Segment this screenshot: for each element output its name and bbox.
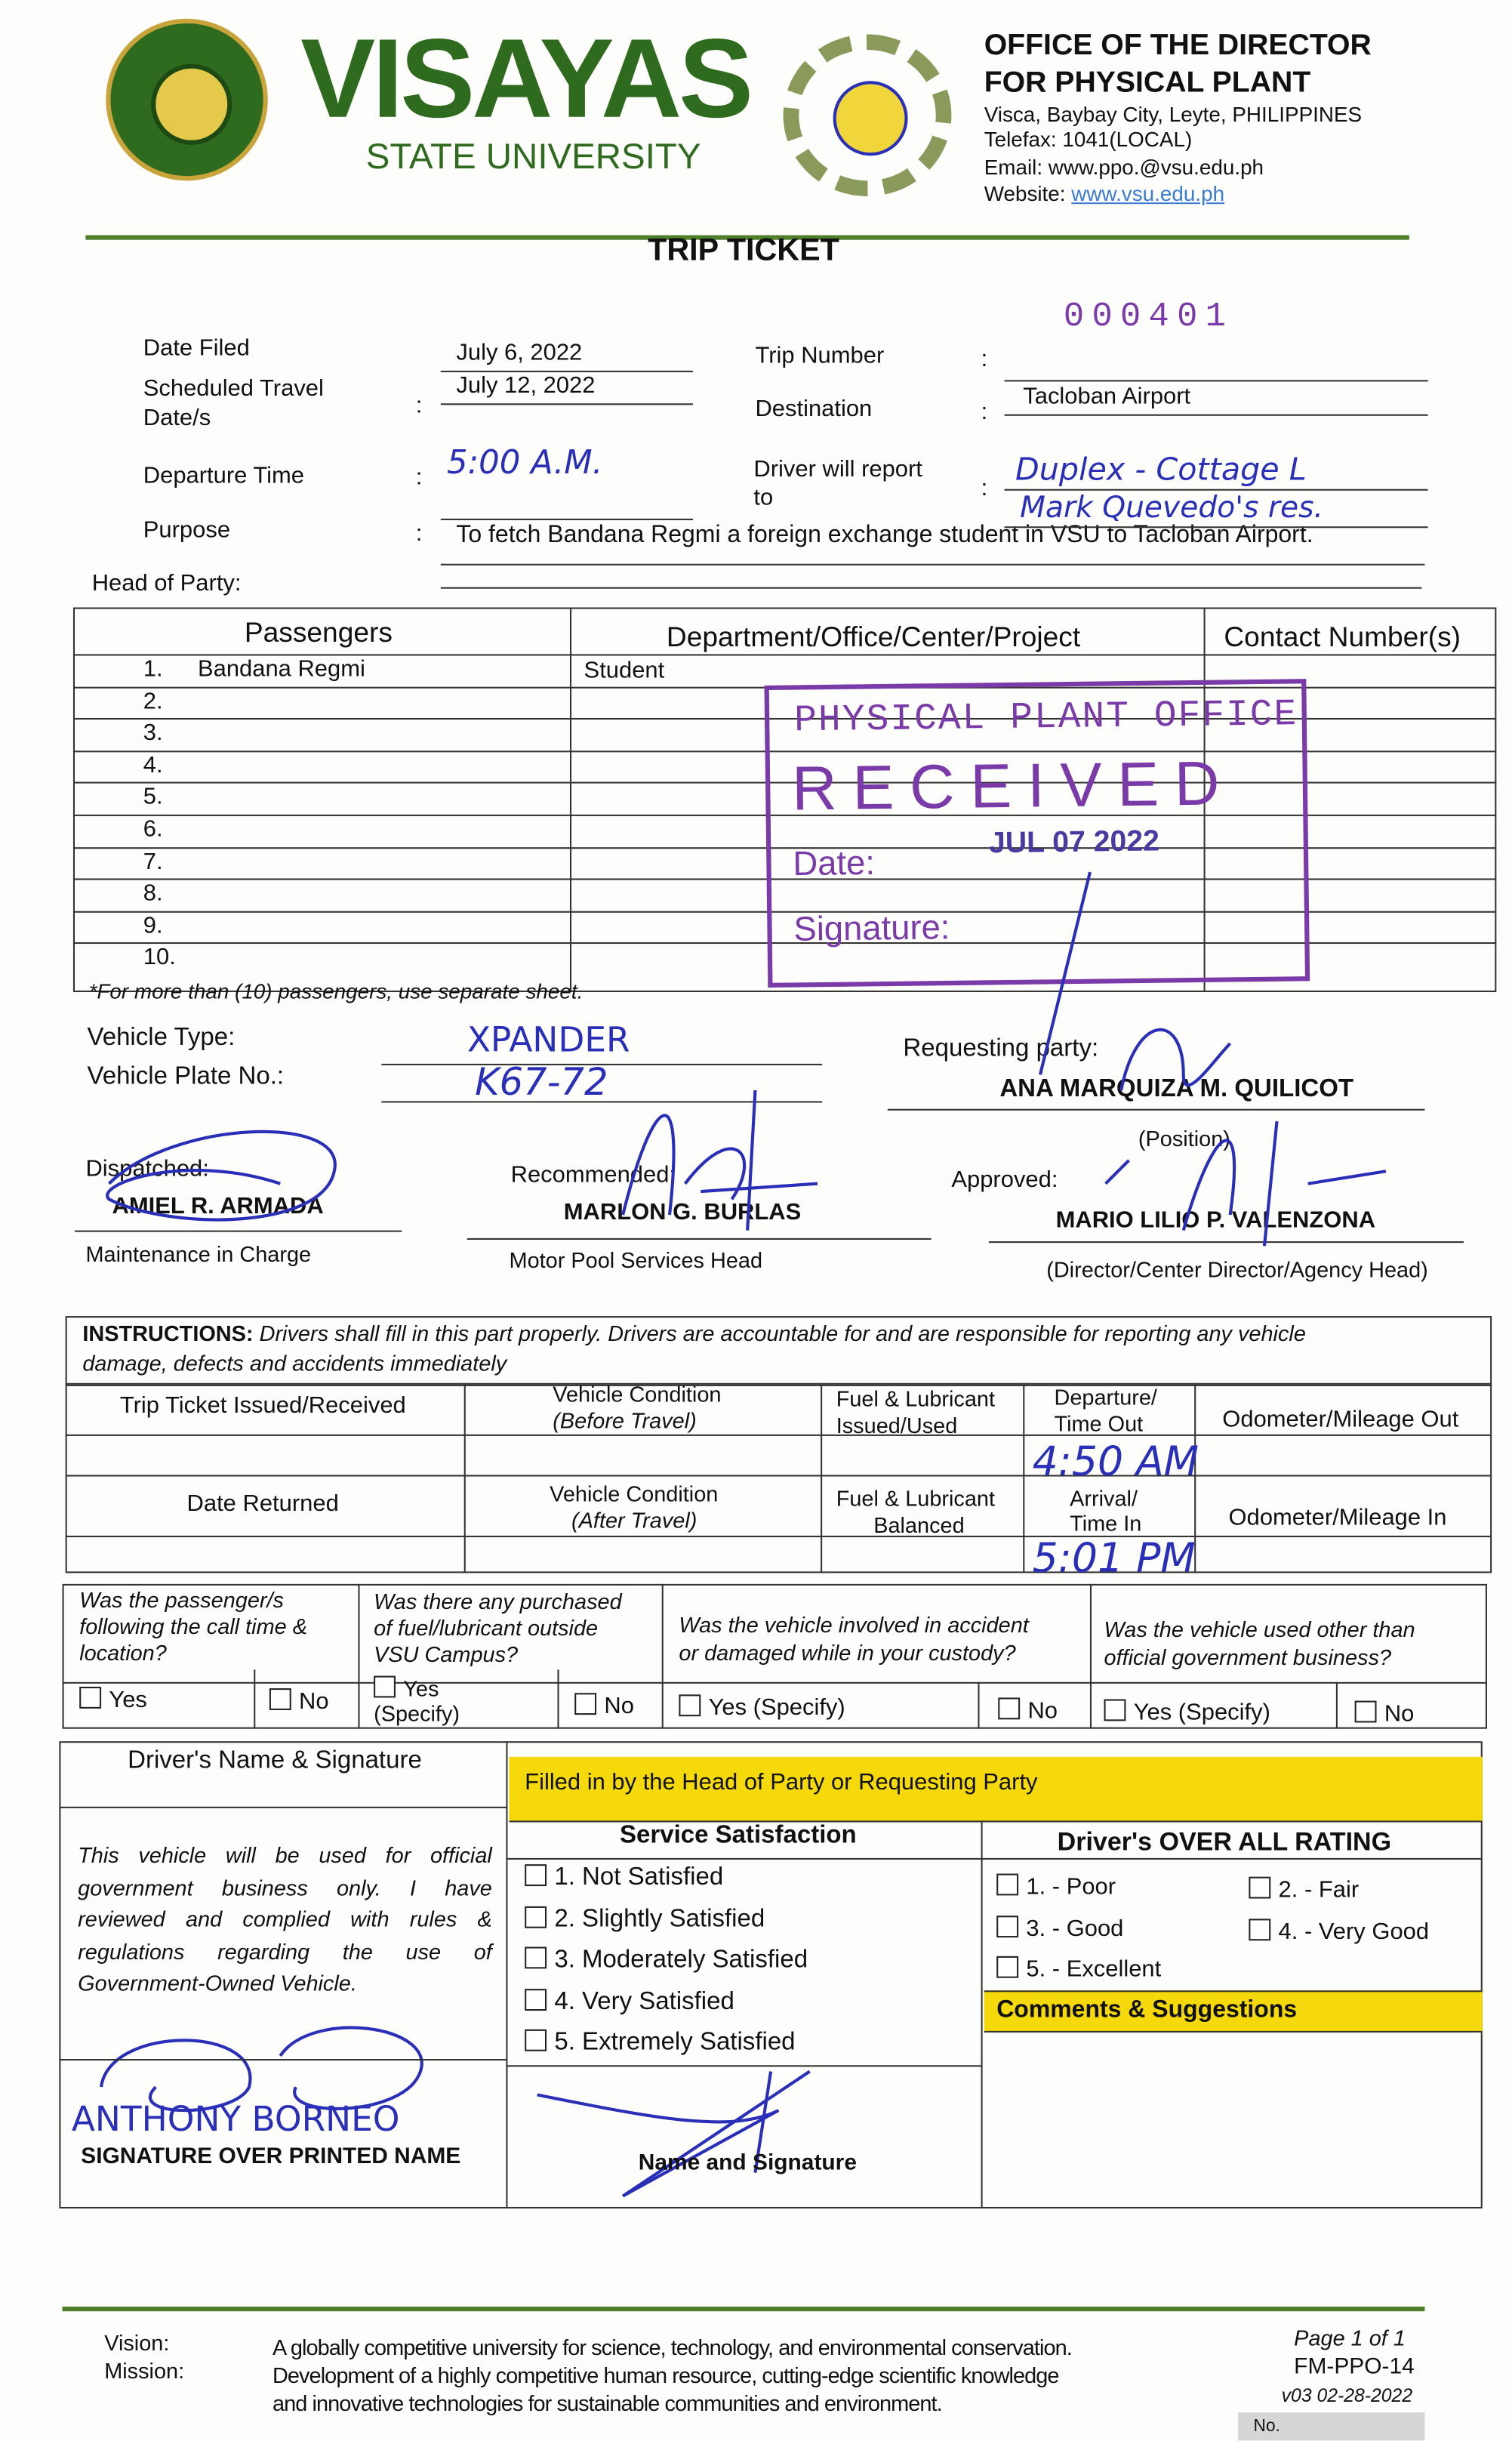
number-label: No. [1253, 2417, 1280, 2436]
passenger-department: Student [584, 657, 665, 684]
departure-time-label: Departure Time [143, 462, 305, 489]
stamp-date-label: Date: [793, 843, 876, 883]
university-subtitle: STATE UNIVERSITY [365, 135, 701, 177]
odometer-in-label: Odometer/Mileage In [1228, 1504, 1447, 1531]
office-address: Visca, Baybay City, Leyte, PHILIPPINES [984, 103, 1363, 127]
fuel-used-label [836, 1386, 995, 1439]
instructions-line1 [82, 1321, 1306, 1347]
colon: : [981, 475, 988, 502]
requesting-party-name: ANA MARQUIZA M. QUILICOT [999, 1076, 1354, 1103]
office-email: Email: www.ppo.@vsu.edu.ph [984, 156, 1264, 180]
vsu-seal-logo [106, 19, 268, 181]
passengers-header: Passengers [244, 616, 393, 649]
service-option[interactable]: 3. Moderately Satisfied [525, 1947, 808, 1975]
rating-excellent[interactable]: 5. - Excellent [996, 1956, 1161, 1983]
odometer-out-label: Odometer/Mileage Out [1222, 1406, 1459, 1433]
vision-text: A globally competitive university for science, technology, and environmental conservation. [272, 2335, 1072, 2360]
driver-signature-label: SIGNATURE OVER PRINTED NAME [81, 2144, 461, 2170]
trip-number-value: 000401 [1063, 297, 1234, 337]
vc-before-2: (Before Travel) [553, 1407, 697, 1433]
driver-printed-name: ANTHONY BORNEO [71, 2100, 400, 2140]
departure-time-value: 5:00 A.M. [447, 443, 603, 482]
travel-date-value: July 12, 2022 [456, 372, 596, 399]
passenger-number: 9. [143, 912, 163, 939]
colon: : [981, 345, 988, 373]
mission-text-2: and innovative technologies for sustainable communities and environment. [272, 2390, 942, 2416]
passenger-number: 4. [143, 751, 163, 778]
recommended-name: MARLON G. BURLAS [563, 1199, 802, 1226]
departure-out-label [1055, 1385, 1157, 1438]
dispatched-label: Dispatched: [85, 1155, 209, 1182]
passenger-number: 1. [143, 655, 163, 683]
date-filed-value: July 6, 2022 [456, 339, 583, 366]
arrival-time-in-value: 5:01 PM [1032, 1535, 1196, 1583]
vc-after-1: Vehicle Condition [550, 1481, 719, 1506]
passenger-number: 5. [143, 784, 163, 811]
q1-no-checkbox[interactable]: No [269, 1688, 329, 1715]
question-1: Was the passenger/s following the call time & location? [79, 1586, 307, 1666]
approved-label: Approved: [951, 1167, 1058, 1194]
footer-divider [63, 2307, 1425, 2311]
name-signature-label: Name and Signature [638, 2150, 857, 2176]
driver-header: Driver's Name & Signature [128, 1747, 422, 1774]
received-stamp [764, 679, 1310, 988]
passenger-name: Bandana Regmi [197, 655, 365, 683]
driver-statement: This vehicle will be used for official government business only. I have reviewed and complied with rules & regulations regarding the use of Government-Owned Vehicle. [78, 1842, 492, 1996]
driver-report-label [753, 456, 922, 512]
departure-time-out-value: 4:50 AM [1032, 1439, 1199, 1486]
vehicle-type-label: Vehicle Type: [87, 1025, 236, 1052]
document-title: TRIP TICKET [648, 233, 839, 268]
date-returned-label: Date Returned [186, 1490, 339, 1518]
number-box [1238, 2412, 1425, 2440]
report-label-line1: Driver will report [753, 456, 922, 483]
passenger-number: 6. [143, 815, 163, 843]
vision-label: Vision: [104, 2329, 170, 2355]
comments-banner [984, 1990, 1483, 2033]
travel-date-label [143, 374, 324, 433]
colon: : [415, 519, 423, 547]
service-option[interactable]: 2. Slightly Satisfied [525, 1906, 765, 1934]
approved-position: (Director/Center Director/Agency Head) [1046, 1256, 1428, 1282]
instructions-text-1: Drivers shall fill in this part properly. Drivers are accountable for and are responsible for reporting any vehicle [259, 1321, 1306, 1346]
travel-label-line2: Date/s [143, 405, 211, 432]
rating-good[interactable]: 3. - Good [996, 1916, 1123, 1942]
head-of-party-banner [510, 1757, 1483, 1823]
mission-text-1: Development of a highly competitive human resource, cutting-edge scientific knowledge [272, 2362, 1059, 2388]
question-3: Was the vehicle involved in accident or damaged while in your custody? [679, 1611, 1029, 1666]
driver-report-value-1: Duplex - Cottage L [1015, 450, 1307, 488]
rating-poor[interactable]: 1. - Poor [996, 1874, 1116, 1900]
office-title-line1: OFFICE OF THE DIRECTOR [984, 29, 1372, 63]
fuel-used-2: Issued/Used [836, 1412, 958, 1438]
destination-label: Destination [755, 395, 873, 423]
office-website [984, 182, 1224, 205]
requesting-party-label: Requesting party: [903, 1035, 1099, 1062]
q3-yes-checkbox[interactable]: Yes (Specify) [679, 1694, 845, 1721]
arr-2: Time In [1070, 1510, 1142, 1536]
colon: : [415, 392, 423, 419]
passenger-number: 10. [143, 944, 176, 971]
office-telefax: Telefax: 1041(LOCAL) [984, 128, 1193, 152]
q3-no-checkbox[interactable]: No [998, 1697, 1058, 1724]
fuel-bal-2: Balanced [873, 1512, 965, 1537]
trip-number-label: Trip Number [755, 342, 885, 369]
purpose-value: To fetch Bandana Regmi a foreign exchange student in VSU to Tacloban Airport. [456, 522, 1313, 549]
contact-header: Contact Number(s) [1224, 621, 1461, 653]
requesting-party-position: (Position) [1138, 1126, 1230, 1151]
passenger-number: 3. [143, 720, 163, 747]
dep-1: Departure/ [1054, 1384, 1157, 1410]
q2-no-checkbox[interactable]: No [574, 1693, 634, 1719]
recommended-label: Recommended: [510, 1161, 676, 1188]
trip-ticket-issued-label: Trip Ticket Issued/Received [119, 1392, 406, 1419]
service-satisfaction-header: Service Satisfaction [619, 1822, 857, 1849]
question-4: Was the vehicle used other than official government business? [1104, 1617, 1415, 1670]
passenger-note: *For more than (10) passengers, use separate sheet. [88, 979, 584, 1003]
passenger-number: 2. [143, 687, 163, 714]
q1-yes-checkbox[interactable]: Yes [79, 1687, 147, 1713]
date-filed-label: Date Filed [143, 334, 250, 362]
instructions-text-2: damage, defects and accidents immediately [82, 1350, 507, 1376]
service-option[interactable]: 5. Extremely Satisfied [525, 2030, 795, 2057]
driver-report-value-2: Mark Quevedo's res. [1020, 490, 1323, 525]
passenger-number: 7. [143, 848, 163, 875]
rating-very-good[interactable]: 4. - Very Good [1249, 1919, 1429, 1945]
q2-yes-checkbox[interactable]: Yes (Specify) [374, 1675, 460, 1726]
dep-2: Time Out [1054, 1410, 1144, 1436]
recommended-position: Motor Pool Services Head [509, 1247, 763, 1273]
q4-no-checkbox[interactable]: No [1355, 1701, 1415, 1728]
vc-before-label [553, 1382, 721, 1435]
passenger-number: 8. [143, 880, 163, 907]
purpose-label: Purpose [143, 516, 231, 544]
vehicle-type-value: XPANDER [467, 1022, 630, 1061]
mission-label: Mission: [104, 2358, 185, 2384]
arr-1: Arrival/ [1070, 1485, 1138, 1511]
office-title-line2: FOR PHYSICAL PLANT [984, 66, 1311, 100]
question-2: Was there any purchased of fuel/lubricant outside VSU Campus? [374, 1589, 622, 1667]
stamp-date: JUL 07 2022 [988, 825, 1160, 861]
website-link[interactable]: www.vsu.edu.ph [1071, 182, 1225, 206]
dispatched-position: Maintenance in Charge [85, 1241, 312, 1267]
approved-name: MARIO LILIO P. VALENZONA [1055, 1207, 1376, 1234]
stamp-office: PHYSICAL PLANT OFFICE [793, 694, 1298, 743]
form-version: v03 02-28-2022 [1281, 2384, 1413, 2407]
page-number: Page 1 of 1 [1294, 2325, 1406, 2350]
university-name: VISAYAS [300, 17, 751, 142]
vehicle-plate-value: K67-72 [475, 1060, 608, 1105]
travel-label-line1: Scheduled Travel [143, 375, 324, 402]
form-code: FM-PPO-14 [1294, 2354, 1415, 2380]
head-of-party-label: Head of Party: [91, 569, 242, 597]
instructions-label: INSTRUCTIONS: [82, 1321, 254, 1346]
ppo-gear-logo [784, 34, 952, 196]
driver-rating-header: Driver's OVER ALL RATING [1057, 1828, 1392, 1857]
arrival-in-label [1070, 1486, 1141, 1536]
dispatched-name: AMIEL R. ARMADA [112, 1193, 324, 1220]
report-label-line2: to [753, 484, 774, 511]
website-label: Website: [984, 182, 1072, 206]
banner-text: Filled in by the Head of Party or Requesting Party [525, 1769, 1038, 1796]
department-header: Department/Office/Center/Project [666, 621, 1081, 653]
comments-label: Comments & Suggestions [996, 1996, 1298, 2023]
stamp-received: RECEIVED [791, 750, 1236, 824]
fuel-used-1: Fuel & Lubricant [836, 1385, 996, 1411]
stamp-signature-label: Signature: [793, 907, 950, 949]
fuel-bal-1: Fuel & Lubricant [836, 1485, 996, 1511]
destination-value: Tacloban Airport [1023, 383, 1191, 410]
colon: : [415, 464, 423, 491]
fuel-balanced-label [836, 1486, 995, 1539]
rating-fair[interactable]: 2. - Fair [1249, 1877, 1359, 1903]
vc-after-2: (After Travel) [571, 1507, 697, 1533]
vc-after-label [550, 1481, 718, 1534]
vehicle-plate-label: Vehicle Plate No.: [87, 1063, 285, 1090]
service-option[interactable]: 1. Not Satisfied [525, 1864, 723, 1892]
colon: : [981, 399, 988, 426]
vc-before-1: Vehicle Condition [553, 1381, 722, 1407]
q4-yes-checkbox[interactable]: Yes (Specify) [1104, 1700, 1270, 1726]
service-option[interactable]: 4. Very Satisfied [525, 1988, 734, 2016]
